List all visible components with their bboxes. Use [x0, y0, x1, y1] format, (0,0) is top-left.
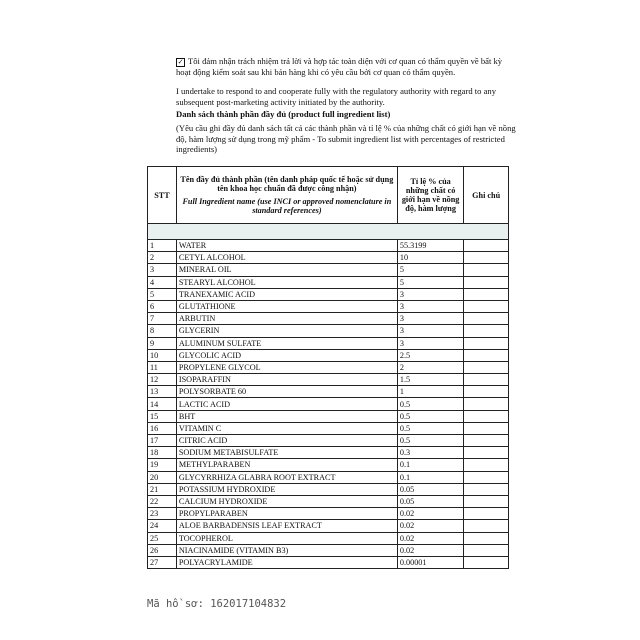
cell-ingredient-name: ARBUTIN — [176, 313, 397, 325]
header-percent: Tỉ lệ % của những chất có giới hạn về nồng độ, hàm lượng — [397, 167, 464, 224]
cell-percent: 2 — [397, 361, 464, 373]
cell-percent: 3 — [397, 313, 464, 325]
cell-ingredient-name: POTASSIUM HYDROXIDE — [176, 483, 397, 495]
cell-notes — [464, 422, 509, 434]
table-row — [148, 349, 509, 361]
table-row — [148, 240, 509, 252]
cell-percent: 1 — [397, 386, 464, 398]
cell-percent: 2.5 — [397, 349, 464, 361]
cell-stt: 13 — [148, 386, 177, 398]
cell-ingredient-name: MINERAL OIL — [176, 264, 397, 276]
cell-notes — [464, 447, 509, 459]
cell-notes — [464, 288, 509, 300]
cell-notes — [464, 435, 509, 447]
cell-notes — [464, 495, 509, 507]
table-row — [148, 544, 509, 556]
cell-ingredient-name: CITRIC ACID — [176, 435, 397, 447]
cell-percent: 3 — [397, 288, 464, 300]
table-row — [148, 288, 509, 300]
cell-ingredient-name: PROPYLENE GLYCOL — [176, 361, 397, 373]
cell-stt: 4 — [148, 276, 177, 288]
cell-percent: 0.05 — [397, 495, 464, 507]
table-row — [148, 422, 509, 434]
cell-ingredient-name: GLYCYRRHIZA GLABRA ROOT EXTRACT — [176, 471, 397, 483]
cell-stt: 23 — [148, 508, 177, 520]
cell-notes — [464, 264, 509, 276]
cell-ingredient-name: CETYL ALCOHOL — [176, 252, 397, 264]
cell-notes — [464, 398, 509, 410]
cell-stt: 15 — [148, 410, 177, 422]
requirement-note: (Yêu cầu ghi đầy đủ danh sách tất cả các thành phần và tỉ lệ % của những chất có giới hạn về nồng độ, hàm lượng sử dụng trong mỹ phẩm - To submit ingredient list with percentages of restricted ingredients) — [176, 123, 516, 154]
cell-stt: 9 — [148, 337, 177, 349]
cell-stt: 8 — [148, 325, 177, 337]
cell-percent: 0.5 — [397, 435, 464, 447]
cell-ingredient-name: TOCOPHEROL — [176, 532, 397, 544]
table-header-row — [148, 167, 509, 224]
header-ingredient-name — [176, 167, 397, 224]
cell-notes — [464, 483, 509, 495]
cell-ingredient-name: ALOE BARBADENSIS LEAF EXTRACT — [176, 520, 397, 532]
table-row — [148, 435, 509, 447]
cell-ingredient-name: POLYSORBATE 60 — [176, 386, 397, 398]
cell-stt: 1 — [148, 240, 177, 252]
commitment-vi-text: Tôi đảm nhận trách nhiệm trả lời và hợp tác toàn diện với cơ quan có thẩm quyền về bất kỳ hoạt động kiểm soát sau khi bán hàng khi có yêu cầu bởi cơ quan có thẩm quyền. — [176, 56, 503, 77]
cell-ingredient-name: POLYACRYLAMIDE — [176, 556, 397, 568]
cell-stt: 24 — [148, 520, 177, 532]
cell-notes — [464, 459, 509, 471]
cell-notes — [464, 252, 509, 264]
table-row — [148, 337, 509, 349]
cell-percent: 0.00001 — [397, 556, 464, 568]
cell-ingredient-name: WATER — [176, 240, 397, 252]
table-row — [148, 264, 509, 276]
table-spacer-row — [148, 224, 509, 240]
cell-stt: 11 — [148, 361, 177, 373]
cell-notes — [464, 556, 509, 568]
table-row — [148, 520, 509, 532]
cell-percent: 10 — [397, 252, 464, 264]
cell-percent: 3 — [397, 337, 464, 349]
cell-ingredient-name: LACTIC ACID — [176, 398, 397, 410]
cell-notes — [464, 361, 509, 373]
cell-stt: 26 — [148, 544, 177, 556]
header-name-vi: Tên đầy đủ thành phần (tên danh pháp quốc tế hoặc sử dụng tên khoa học chuẩn đã được công nhận) — [180, 175, 394, 193]
table-row — [148, 483, 509, 495]
cell-ingredient-name: ISOPARAFFIN — [176, 374, 397, 386]
cell-percent: 5 — [397, 276, 464, 288]
cell-notes — [464, 374, 509, 386]
cell-percent: 55.3199 — [397, 240, 464, 252]
section-heading: Danh sách thành phần đầy đủ (product full ingredient list) — [176, 109, 391, 119]
file-code: Mã hồ sơ: 162017104832 — [147, 598, 287, 610]
table-row — [148, 276, 509, 288]
cell-notes — [464, 544, 509, 556]
table-row — [148, 398, 509, 410]
cell-notes — [464, 520, 509, 532]
cell-stt: 10 — [148, 349, 177, 361]
cell-notes — [464, 508, 509, 520]
cell-percent: 0.1 — [397, 471, 464, 483]
header-name-en: Full Ingredient name (use INCI or approved nomenclature in standard references) — [182, 197, 392, 215]
table-row — [148, 447, 509, 459]
cell-notes — [464, 337, 509, 349]
table-row — [148, 300, 509, 312]
cell-ingredient-name: GLUTATHIONE — [176, 300, 397, 312]
cell-ingredient-name: GLYCOLIC ACID — [176, 349, 397, 361]
table-row — [148, 313, 509, 325]
cell-stt: 27 — [148, 556, 177, 568]
cell-percent: 1.5 — [397, 374, 464, 386]
table-row — [148, 361, 509, 373]
cell-ingredient-name: METHYLPARABEN — [176, 459, 397, 471]
header-notes: Ghi chú — [464, 167, 509, 224]
cell-ingredient-name: PROPYLPARABEN — [176, 508, 397, 520]
cell-notes — [464, 325, 509, 337]
cell-stt: 2 — [148, 252, 177, 264]
table-row — [148, 471, 509, 483]
cell-notes — [464, 313, 509, 325]
cell-percent: 0.1 — [397, 459, 464, 471]
cell-percent: 0.5 — [397, 422, 464, 434]
cell-ingredient-name: STEARYL ALCOHOL — [176, 276, 397, 288]
table-row — [148, 374, 509, 386]
cell-stt: 22 — [148, 495, 177, 507]
cell-notes — [464, 300, 509, 312]
cell-ingredient-name: TRANEXAMIC ACID — [176, 288, 397, 300]
table-row — [148, 325, 509, 337]
cell-ingredient-name: SODIUM METABISULFATE — [176, 447, 397, 459]
cell-stt: 7 — [148, 313, 177, 325]
cell-notes — [464, 240, 509, 252]
cell-notes — [464, 471, 509, 483]
commitment-paragraph-en: I undertake to respond to and cooperate fully with the regulatory authority with regard to any subsequent post-marketing activity initiated by the authority. — [176, 86, 497, 107]
cell-stt: 19 — [148, 459, 177, 471]
cell-stt: 3 — [148, 264, 177, 276]
table-row — [148, 459, 509, 471]
cell-stt: 17 — [148, 435, 177, 447]
header-stt: STT — [148, 167, 177, 224]
table-row — [148, 508, 509, 520]
cell-stt: 6 — [148, 300, 177, 312]
cell-percent: 0.5 — [397, 410, 464, 422]
cell-notes — [464, 386, 509, 398]
cell-percent: 0.02 — [397, 508, 464, 520]
table-row — [148, 252, 509, 264]
cell-notes — [464, 276, 509, 288]
cell-stt: 14 — [148, 398, 177, 410]
checked-checkbox-icon: ✓ — [177, 58, 184, 66]
cell-percent: 0.5 — [397, 398, 464, 410]
cell-notes — [464, 532, 509, 544]
cell-percent: 0.02 — [397, 544, 464, 556]
ingredient-table — [147, 166, 509, 569]
cell-stt: 12 — [148, 374, 177, 386]
cell-ingredient-name: GLYCERIN — [176, 325, 397, 337]
cell-percent: 0.02 — [397, 520, 464, 532]
table-row — [148, 532, 509, 544]
cell-percent: 0.3 — [397, 447, 464, 459]
cell-ingredient-name: NIACINAMIDE (VITAMIN B3) — [176, 544, 397, 556]
cell-ingredient-name: ALUMINUM SULFATE — [176, 337, 397, 349]
cell-stt: 20 — [148, 471, 177, 483]
table-row — [148, 410, 509, 422]
cell-ingredient-name: VITAMIN C — [176, 422, 397, 434]
table-row — [148, 386, 509, 398]
cell-percent: 0.02 — [397, 532, 464, 544]
cell-percent: 3 — [397, 325, 464, 337]
cell-ingredient-name: CALCIUM HYDROXIDE — [176, 495, 397, 507]
table-row — [148, 495, 509, 507]
cell-percent: 0.05 — [397, 483, 464, 495]
cell-percent: 5 — [397, 264, 464, 276]
cell-stt: 25 — [148, 532, 177, 544]
cell-stt: 18 — [148, 447, 177, 459]
cell-percent: 3 — [397, 300, 464, 312]
cell-notes — [464, 410, 509, 422]
cell-stt: 16 — [148, 422, 177, 434]
cell-notes — [464, 349, 509, 361]
cell-stt: 5 — [148, 288, 177, 300]
commitment-paragraph-vi — [176, 56, 516, 78]
cell-ingredient-name: BHT — [176, 410, 397, 422]
cell-stt: 21 — [148, 483, 177, 495]
table-row — [148, 556, 509, 568]
